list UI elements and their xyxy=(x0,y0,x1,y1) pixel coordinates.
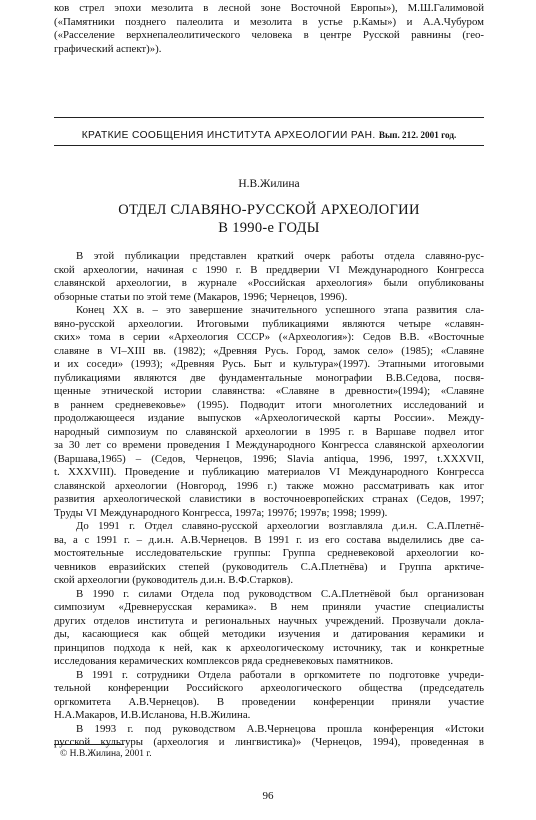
top-text-line: («Памятники позднего палеолита и мезолита в устье р.Камы») и А.А.Чубуром xyxy=(54,15,484,28)
footnote-rule xyxy=(54,744,124,745)
body-text-line: за 30 лет со времени проведения I Международного Конгресса славянской археологии (Варшава,1965) – (Седов, Чернецов, 1996; Slavia antiqua, 1996, 1997, t.XXXVII, xyxy=(54,439,484,465)
article-title-line: ОТДЕЛ СЛАВЯНО-РУССКОЙ АРХЕОЛОГИИ xyxy=(118,202,420,218)
body-text-line: мостоятельные исследовательские группы: Группа средневековой археологии ко- xyxy=(54,547,484,559)
body-text-line: принципов подхода к ней, как к археологическому источнику, так и конкретные xyxy=(54,641,484,654)
body-text-line: славяне в VI–XIII вв. (1982); «Древняя Русь. Город, замок село» (1985); «Славяне xyxy=(54,344,484,357)
body-text-line: продолжающееся издание выпусков «Археологической карты России». Между- xyxy=(54,412,484,424)
body-text-line: ских» тома в серии «Археология СССР» («Археология»): Седов В.В. «Восточные xyxy=(54,331,484,343)
top-text-line: графический аспект)»). xyxy=(54,42,162,55)
issue-info: Вып. 212. 2001 год. xyxy=(378,130,457,140)
article-title-line: В 1990-е ГОДЫ xyxy=(218,220,320,236)
header-top-rule xyxy=(54,117,484,118)
body-text-line: вяно-русской археологии. Итоговыми публикациями являются четыре «славян- xyxy=(54,317,484,330)
body-text-line: в раннем средневековье» (1995). Подводит итоги многолетних исследований и xyxy=(54,398,484,411)
body-text-line: славянской археологии, в журнале «Российская археология» были опубликованы xyxy=(54,277,484,289)
body-text-line: публикациями являются две фундаментальные монографии В.В.Седова, посвя- xyxy=(54,371,484,384)
body-text-line: славянской археологии (Новгород, 1996 г.) также можно рассматривать как итог xyxy=(54,479,484,492)
body-text-line: других отделов института и региональных научных учреждений. Прозвучали докла- xyxy=(54,614,484,627)
body-text-line: щенные этнической истории славянства: «Славяне в древности»(1994); «Славяне xyxy=(54,385,484,397)
body-text-line: Труды VI Международного Конгресса, 1997а; 1997б; 1997в; 1998; 1999). xyxy=(54,506,388,519)
body-text-line: Конец XX в. – это завершение значительного успешного этапа развития сла- xyxy=(76,304,484,316)
body-text-line: обзорные статьи по этой теме (Макаров, 1996; Чернецов, 1996). xyxy=(54,290,348,303)
body-text-line: народный симпозиум по славянской археологии в 1995 г. в Варшаве подвел итог xyxy=(54,425,484,438)
body-text-line: ва, а с 1991 г. – д.и.н. А.В.Чернецов. В 1991 г. из его состава выделились две са- xyxy=(54,533,484,546)
article-author: Н.В.Жилина xyxy=(238,178,300,190)
body-text-line: развития археологической славистики в восточноевропейских странах (Седов, 1997; xyxy=(54,493,484,505)
copyright-note: © Н.В.Жилина, 2001 г. xyxy=(60,749,152,759)
body-text-line: русской культуры (археология и лингвистика)» (Чернецов, 1994), проведенная в xyxy=(54,736,484,748)
top-text-line: («Расселение верхнепалеолитического человека в центре Русской равнины (гео- xyxy=(54,29,484,41)
body-text-line: ской археологии, начиная с 1990 г. В преддверии VI Международного Конгресса xyxy=(54,263,484,276)
body-text-line: В 1991 г. сотрудники Отдела работали в оргкомитете по подготовке учреди- xyxy=(76,668,484,681)
body-text-line: В 1993 г. под руководством А.В.Чернецова прошла конференция «Истоки xyxy=(76,722,484,735)
body-text-line: тельной конференции Российского археологического общества (председатель xyxy=(54,682,484,694)
body-text-line: исследования керамических комплексов ряда средневековых памятников. xyxy=(54,655,394,667)
body-text-line: симпозиум «Древнерусская керамика». В нем приняли участие специалисты xyxy=(54,601,484,613)
body-text-line: До 1991 г. Отдел славяно-русской археологии возглавляла д.и.н. С.А.Плетнё- xyxy=(76,520,484,532)
body-text-line: Н.А.Макаров, И.В.Исланова, Н.В.Жилина. xyxy=(54,709,251,721)
top-text-line: ков стрел эпохи мезолита в лесной зоне Восточной Европы»), М.Ш.Галимовой xyxy=(54,2,484,14)
body-text-line: ды, касающиеся как общей методики изучения и датирования керамики и xyxy=(54,628,484,640)
body-text-line: ской археологии (руководитель д.и.н. В.Ф.Старков). xyxy=(54,574,294,586)
body-text-line: В этой публикации представлен краткий очерк работы отдела славяно-рус- xyxy=(76,250,484,262)
page-number: 96 xyxy=(262,790,274,802)
body-text-line: В 1990 г. силами Отдела под руководством С.А.Плетнёвой был организован xyxy=(76,587,484,600)
body-text-line: и их соседи» (1993); «Древняя Русь. Быт и культура»(1997). Этапными итоговыми xyxy=(54,358,484,370)
body-text-line: чевников евразийских степей (руководитель С.А.Плетнёва) и Группа арктиче- xyxy=(54,560,484,573)
header-bottom-rule xyxy=(54,145,484,146)
body-text-line: оргкомитета А.В.Чернецов). В проведении конференции приняли участие xyxy=(54,695,484,708)
running-header xyxy=(54,130,484,141)
body-text-line: t. XXXVIII). Проведение и публикацию материалов VI Международного Конгресса xyxy=(54,466,484,478)
journal-title: КРАТКИЕ СООБЩЕНИЯ ИНСТИТУТА АРХЕОЛОГИИ РАН. xyxy=(81,130,376,141)
